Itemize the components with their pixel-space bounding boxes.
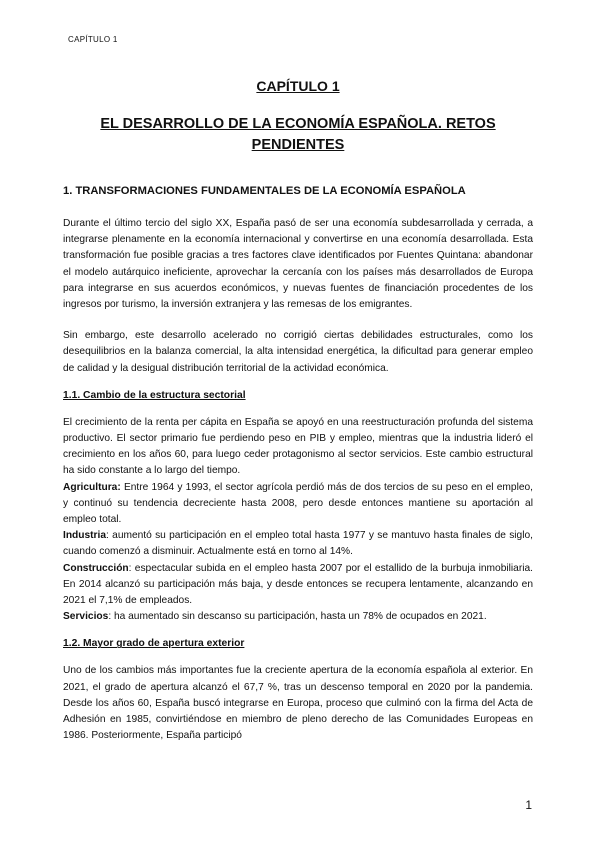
chapter-title-line-2: PENDIENTES [251,137,345,153]
chapter-title [63,114,533,156]
term-label: Agricultura: [63,481,121,493]
paragraph-agriculture [63,480,533,529]
paragraph: Sin embargo, este desarrollo acelerado no corrigió ciertas debilidades estructurales, como los desequilibrios en la balanza comercial, la alta intensidad energética, la dificultad para generar empleo de calidad y la desigual distribución territorial de la actividad económica. [63,330,533,374]
term-label: Construcción [63,562,129,574]
term-text: : aumentó su participación en el empleo total hasta 1977 y se mantuvo hasta finales de siglo, cuando comenzó a disminuir. Actualmente está en torno al 14%. [63,530,533,558]
term-label: Industria [63,530,107,542]
paragraph: Durante el último tercio del siglo XX, España pasó de ser una economía subdesarrollada y cerrada, a integrarse plenamente en la economía internacional y convertirse en una economía desarrollada. Esta transformación fue posible gracias a tres factores clave identificados por Fuentes Quintana: abandonar el modelo autárquico ineficiente, aprovechar la cercanía con los países más desarrollados de Europa para integrarse en sus acuerdos económicos, y nuevas fuentes de financiación procedentes de los ingresos por turismo, la inversión extranjera y las remesas de los emigrantes. [63,218,533,311]
paragraph-construction [63,561,533,610]
term-text: Entre 1964 y 1993, el sector agrícola perdió más de dos tercios de su peso en el empleo, y continuó su tendencia decreciente hasta 2008, pero desde entonces mantiene su aportación al empleo total. [63,481,533,526]
running-head: CAPÍTULO 1 [68,35,118,44]
subsection-heading: 1.1. Cambio de la estructura sectorial [63,389,246,401]
chapter-label: CAPÍTULO 1 [256,78,340,94]
section-heading: 1. TRANSFORMACIONES FUNDAMENTALES DE LA ECONOMÍA ESPAÑOLA [63,185,466,197]
term-text: : ha aumentado sin descanso su participación, hasta un 78% de ocupados en 2021. [108,611,487,623]
term-label: Servicios [63,611,109,623]
subsection-heading: 1.2. Mayor grado de apertura exterior [63,638,245,650]
paragraph-services [63,609,533,625]
term-text: : espectacular subida en el empleo hasta 2007 por el estallido de la burbuja inmobiliaria. En 2014 alcanzó su participación más baja, y desde entonces se recupera lentamente, alcanzando en 2021 el 7,1% de empleados. [63,562,533,607]
paragraph-industry [63,528,533,560]
paragraph: Uno de los cambios más importantes fue la creciente apertura de la economía española al exterior. En 2021, el grado de apertura alcanzó el 67,7 %, tras un descenso temporal en 2020 por la pandemia. Desde los años 60, España buscó integrarse en Europa, proceso que culminó con la firma del Acta de Adhesión en 1985, convirtiéndose en miembro de pleno derecho de las Comunidades Europeas en 1986. Posteriormente, España participó [63,665,533,742]
page-content [63,78,533,744]
paragraph: El crecimiento de la renta per cápita en España se apoyó en una reestructuración profunda del sistema productivo. El sector primario fue perdiendo peso en PIB y empleo, mientras que la industria lideró el crecimiento en los años 60, para luego ceder protagonismo al sector servicios. Este cambio estructural ha sido constante a lo largo del tiempo. [63,416,533,477]
chapter-title-line-1: EL DESARROLLO DE LA ECONOMÍA ESPAÑOLA. RETOS [100,116,496,132]
page-number: 1 [525,798,532,812]
